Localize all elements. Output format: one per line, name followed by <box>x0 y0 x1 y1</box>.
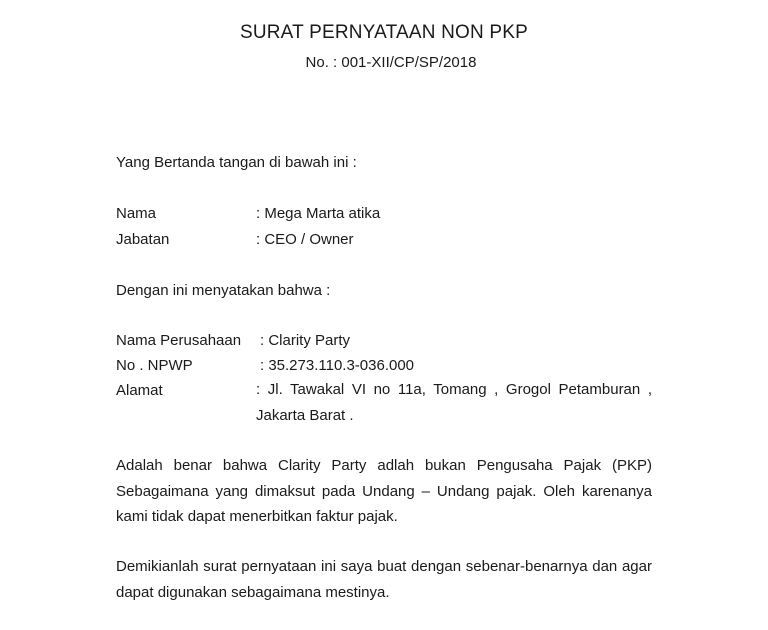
company-address-label: Alamat <box>116 382 163 399</box>
company-name-label: Nama Perusahaan <box>116 332 242 349</box>
declaration-intro: Dengan ini menyatakan bahwa : <box>116 282 331 299</box>
signer-position-label: Jabatan <box>116 231 170 248</box>
company-npwp-label: No . NPWP <box>116 357 193 374</box>
signer-position-value: : CEO / Owner <box>256 231 354 248</box>
company-name-value: : Clarity Party <box>260 332 351 349</box>
document-number: No. : 001-XII/CP/SP/2018 <box>305 54 477 71</box>
intro-text: Yang Bertanda tangan di bawah ini : <box>116 154 357 171</box>
company-address-value: : Jl. Tawakal VI no 11a, Tomang , Grogol Petamburan , Jakarta Barat . <box>256 381 652 424</box>
company-npwp-value: : 35.273.110.3-036.000 <box>260 357 415 374</box>
document-title: SURAT PERNYATAAN NON PKP <box>239 22 529 43</box>
signer-name-value: : Mega Marta atika <box>256 205 381 222</box>
statement-paragraph: Adalah benar bahwa Clarity Party adlah bukan Pengusaha Pajak (PKP) Sebagaimana yang dimaksut pada Undang – Undang pajak. Oleh karenanya kami tidak dapat menerbitkan faktur pajak. <box>116 457 652 525</box>
signer-name-label: Nama <box>116 205 157 222</box>
closing-paragraph: Demikianlah surat pernyataan ini saya buat dengan sebenar-benarnya dan agar dapat digunakan sebagaimana mestinya. <box>116 558 652 601</box>
